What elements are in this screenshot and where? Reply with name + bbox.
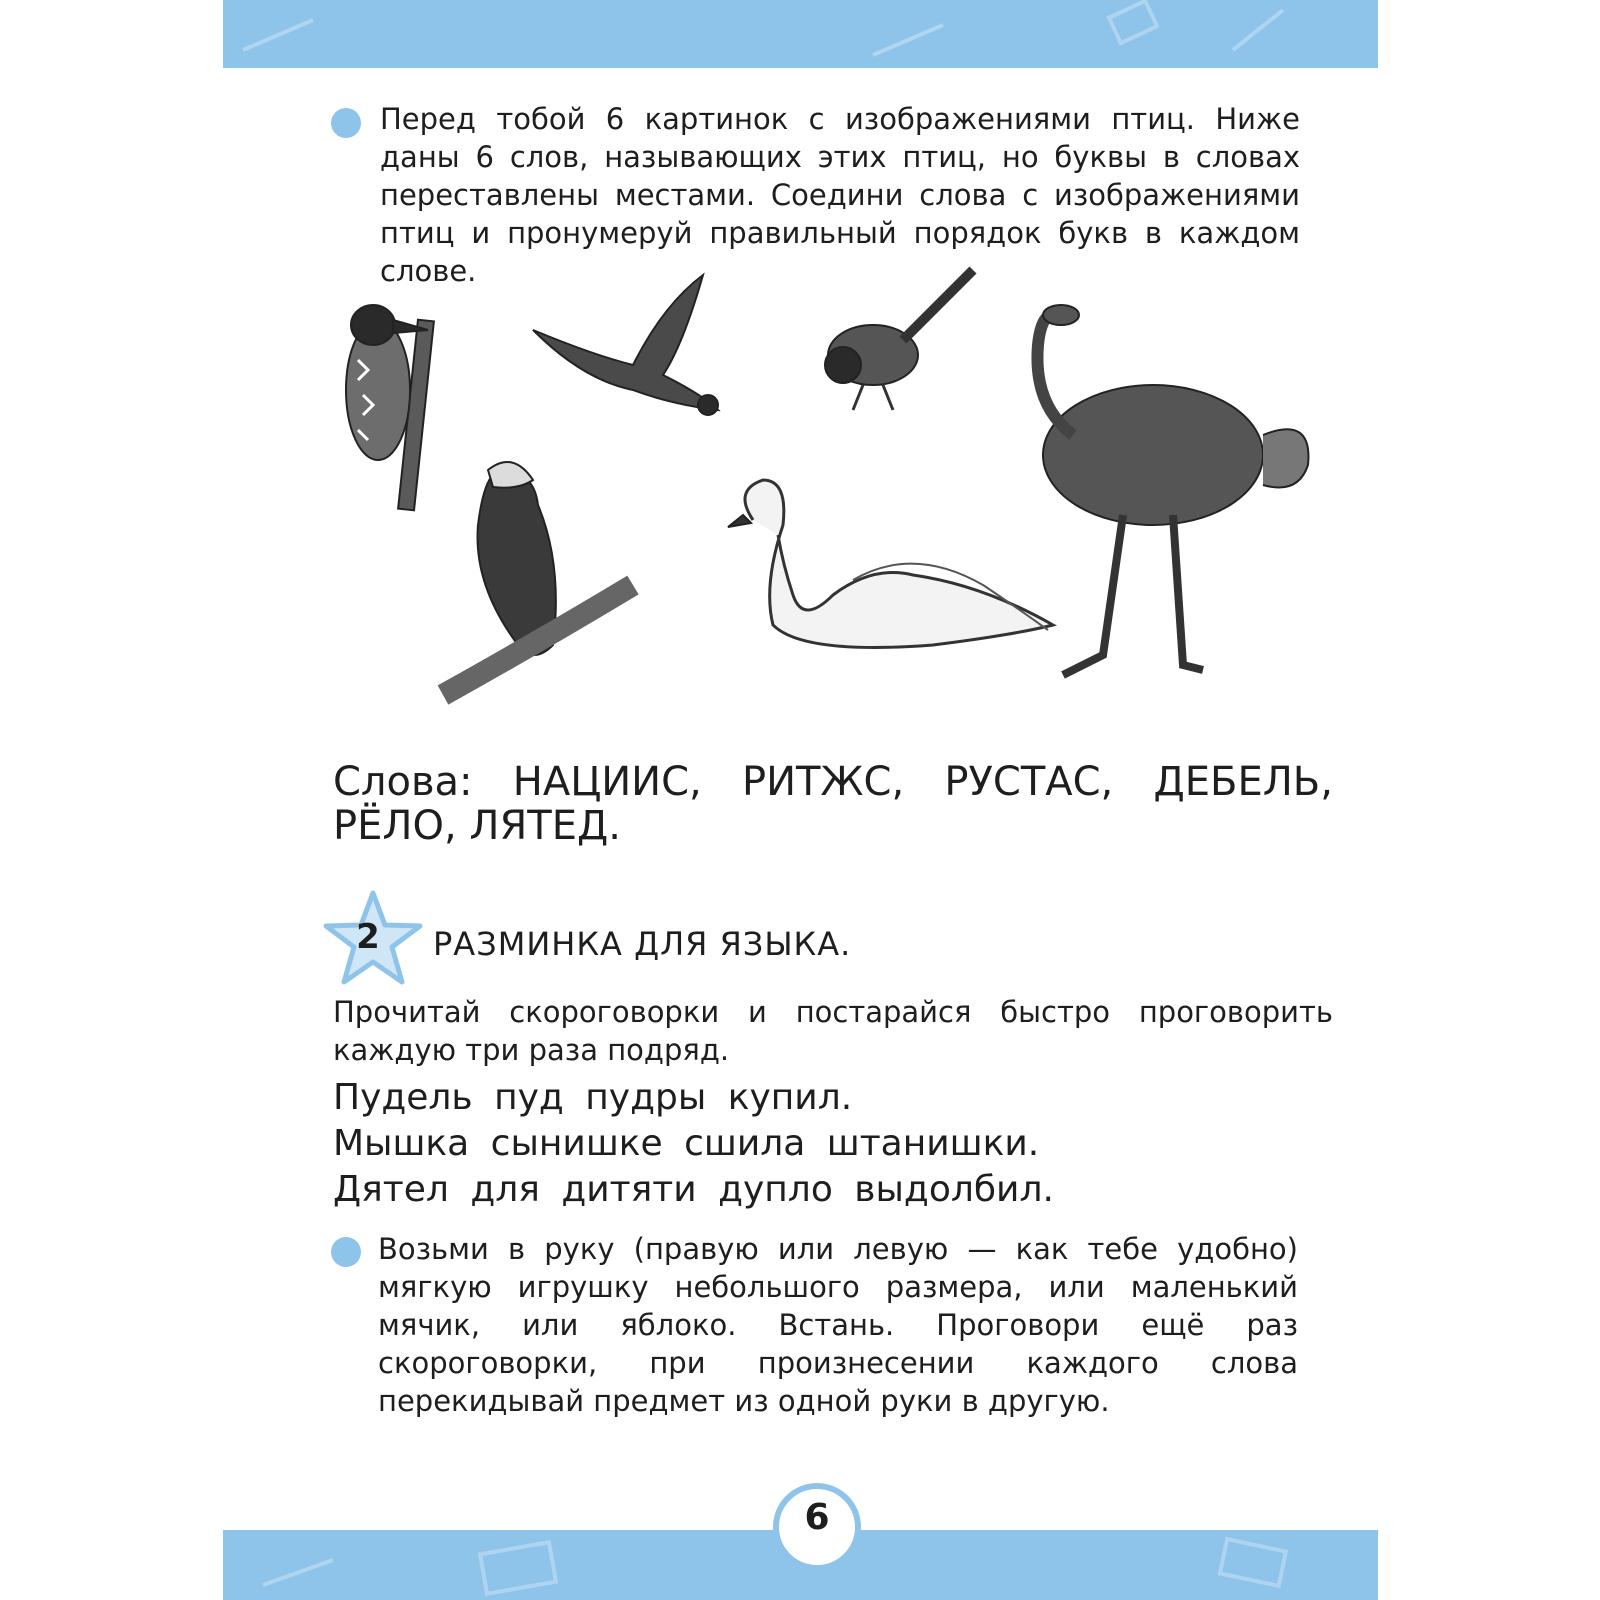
section2-task: Возьми в руку (правую или левую — как тебе удобно) мягкую игрушку небольшого размера, или маленький мячик, или яблоко. Встань. Проговори ещё раз скороговорки, при произнесении каждого слова перекидывай предмет из одной руки в другую. bbox=[378, 1232, 1298, 1418]
ostrich-icon bbox=[1037, 305, 1308, 675]
page-number: 6 bbox=[804, 1497, 830, 1538]
tongue-twister-1: Пудель пуд пудры купил. bbox=[333, 1077, 853, 1118]
woodpecker-icon bbox=[346, 305, 434, 510]
top-decorative-band bbox=[223, 0, 1378, 68]
pencil-pattern-icon bbox=[223, 0, 1378, 68]
tongue-twister-2: Мышка сынишке сшила штанишки. bbox=[333, 1123, 1040, 1164]
section2-instruction: Прочитай скороговорки и постарайся быстро проговорить каждую три раза подряд. bbox=[333, 995, 1333, 1067]
eagle-icon bbox=[443, 462, 633, 695]
swan-icon bbox=[728, 480, 1053, 648]
word-1: НАЦИИС, bbox=[512, 759, 702, 805]
section-number: 2 bbox=[356, 917, 380, 957]
word-3: РУСТАС, bbox=[944, 759, 1114, 805]
workbook-page bbox=[223, 0, 1378, 1600]
section-title: РАЗМИНКА ДЛЯ ЯЗЫКА. bbox=[433, 925, 852, 963]
scrambled-words bbox=[333, 760, 1333, 848]
task1-text: Перед тобой 6 картинок с изображениями птиц. Ниже даны 6 слов, называющих этих птиц, но буквы в словах переставлены местами. Соедини слова с изображениями птиц и пронумеруй правильный порядок букв в каждом слове. bbox=[380, 102, 1300, 288]
birds-illustration bbox=[333, 265, 1333, 710]
tongue-twister-3: Дятел для дитяти дупло выдолбил. bbox=[333, 1169, 1054, 1210]
tit-icon bbox=[825, 270, 973, 410]
word-4: ДЕБЕЛЬ, bbox=[1153, 759, 1333, 805]
word-2: РИТЖС, bbox=[741, 759, 905, 805]
words-label: Слова: bbox=[333, 759, 473, 805]
words-line-2: РЁЛО, ЛЯТЕД. bbox=[333, 803, 621, 849]
task-bullet bbox=[331, 108, 361, 138]
task-bullet bbox=[331, 1237, 361, 1267]
swallow-icon bbox=[533, 275, 718, 415]
